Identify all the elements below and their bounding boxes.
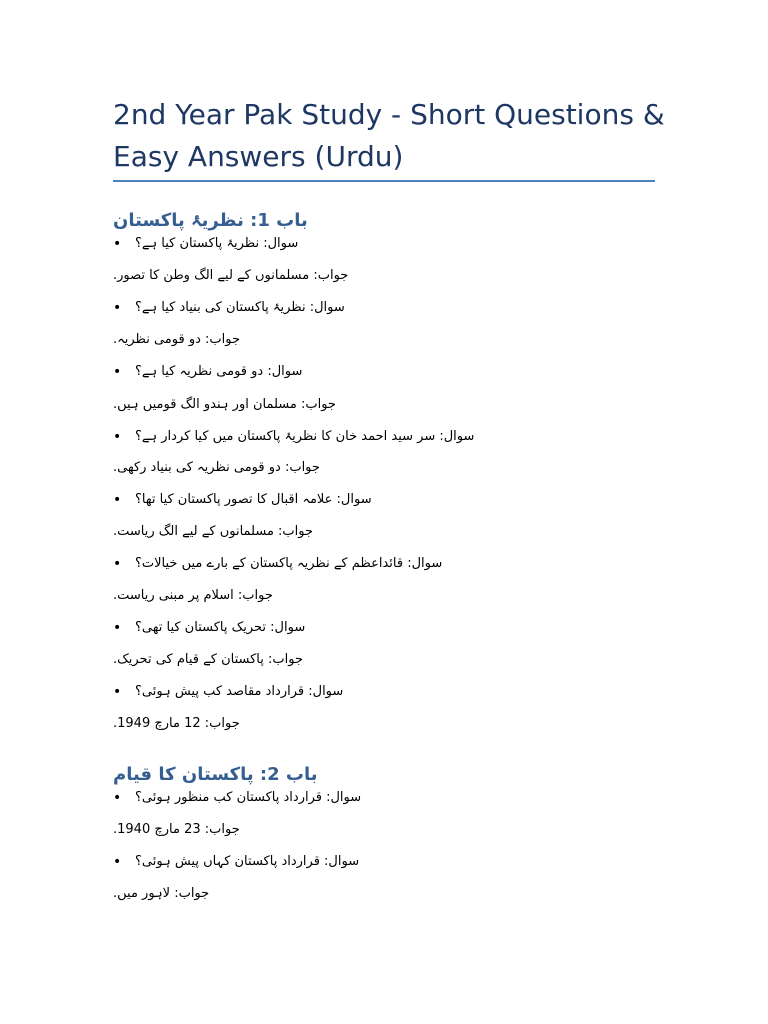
question-item	[113, 617, 305, 639]
question-text: سوال: قرارداد پاکستان کہاں پیش ہوئی؟	[135, 854, 360, 869]
section-heading-2: باب 2: پاکستان کا قیام	[113, 764, 318, 785]
bullet-icon: •	[113, 236, 122, 252]
question-text: سوال: قرارداد پاکستان کب منظور ہوئی؟	[135, 790, 362, 805]
bullet-icon: •	[113, 556, 122, 572]
answer-text: جواب: پاکستان کے قیام کی تحریک.	[113, 652, 303, 667]
question-item	[113, 851, 359, 873]
question-text: سوال: نظریۂ پاکستان کیا ہے؟	[135, 236, 299, 251]
answer-text: جواب: دو قومی نظریہ.	[113, 332, 240, 347]
question-item	[113, 297, 345, 319]
question-item	[113, 553, 442, 575]
answer-text: جواب: 23 مارچ 1940.	[113, 822, 240, 837]
question-item	[113, 681, 343, 703]
answer-text: جواب: دو قومی نظریہ کی بنیاد رکھی.	[113, 460, 320, 475]
title-divider	[113, 180, 655, 182]
answer-text: جواب: مسلمانوں کے لیے الگ وطن کا تصور.	[113, 268, 349, 283]
answer-text: جواب: مسلمان اور ہندو الگ قومیں ہیں.	[113, 397, 336, 412]
question-item	[113, 233, 298, 255]
bullet-icon: •	[113, 300, 122, 316]
question-item	[113, 489, 372, 511]
bullet-icon: •	[113, 429, 122, 445]
question-item	[113, 426, 474, 448]
bullet-icon: •	[113, 492, 122, 508]
question-text: سوال: علامہ اقبال کا تصور پاکستان کیا تھا؟	[135, 492, 372, 507]
answer-text: جواب: اسلام پر مبنی ریاست.	[113, 588, 273, 603]
question-text: سوال: سر سید احمد خان کا نظریۂ پاکستان میں کیا کردار ہے؟	[135, 429, 475, 444]
question-item	[113, 787, 361, 809]
question-text: سوال: قائداعظم کے نظریہ پاکستان کے بارے میں خیالات؟	[135, 556, 443, 571]
bullet-icon: •	[113, 620, 122, 636]
answer-text: جواب: مسلمانوں کے لیے الگ ریاست.	[113, 524, 314, 539]
bullet-icon: •	[113, 790, 122, 806]
answer-text: جواب: 12 مارچ 1949.	[113, 716, 240, 731]
section-heading-1: باب 1: نظریۂ پاکستان	[113, 210, 308, 231]
question-text: سوال: دو قومی نظریہ کیا ہے؟	[135, 364, 303, 379]
question-item	[113, 361, 302, 383]
question-text: سوال: تحریک پاکستان کیا تھی؟	[135, 620, 306, 635]
document-title: 2nd Year Pak Study - Short Questions & Easy Answers (Urdu)	[113, 98, 665, 173]
bullet-icon: •	[113, 854, 122, 870]
answer-text: جواب: لاہور میں.	[113, 886, 210, 901]
bullet-icon: •	[113, 364, 122, 380]
question-text: سوال: نظریۂ پاکستان کی بنیاد کیا ہے؟	[135, 300, 345, 315]
bullet-icon: •	[113, 684, 122, 700]
question-text: سوال: قرارداد مقاصد کب پیش ہوئی؟	[135, 684, 344, 699]
